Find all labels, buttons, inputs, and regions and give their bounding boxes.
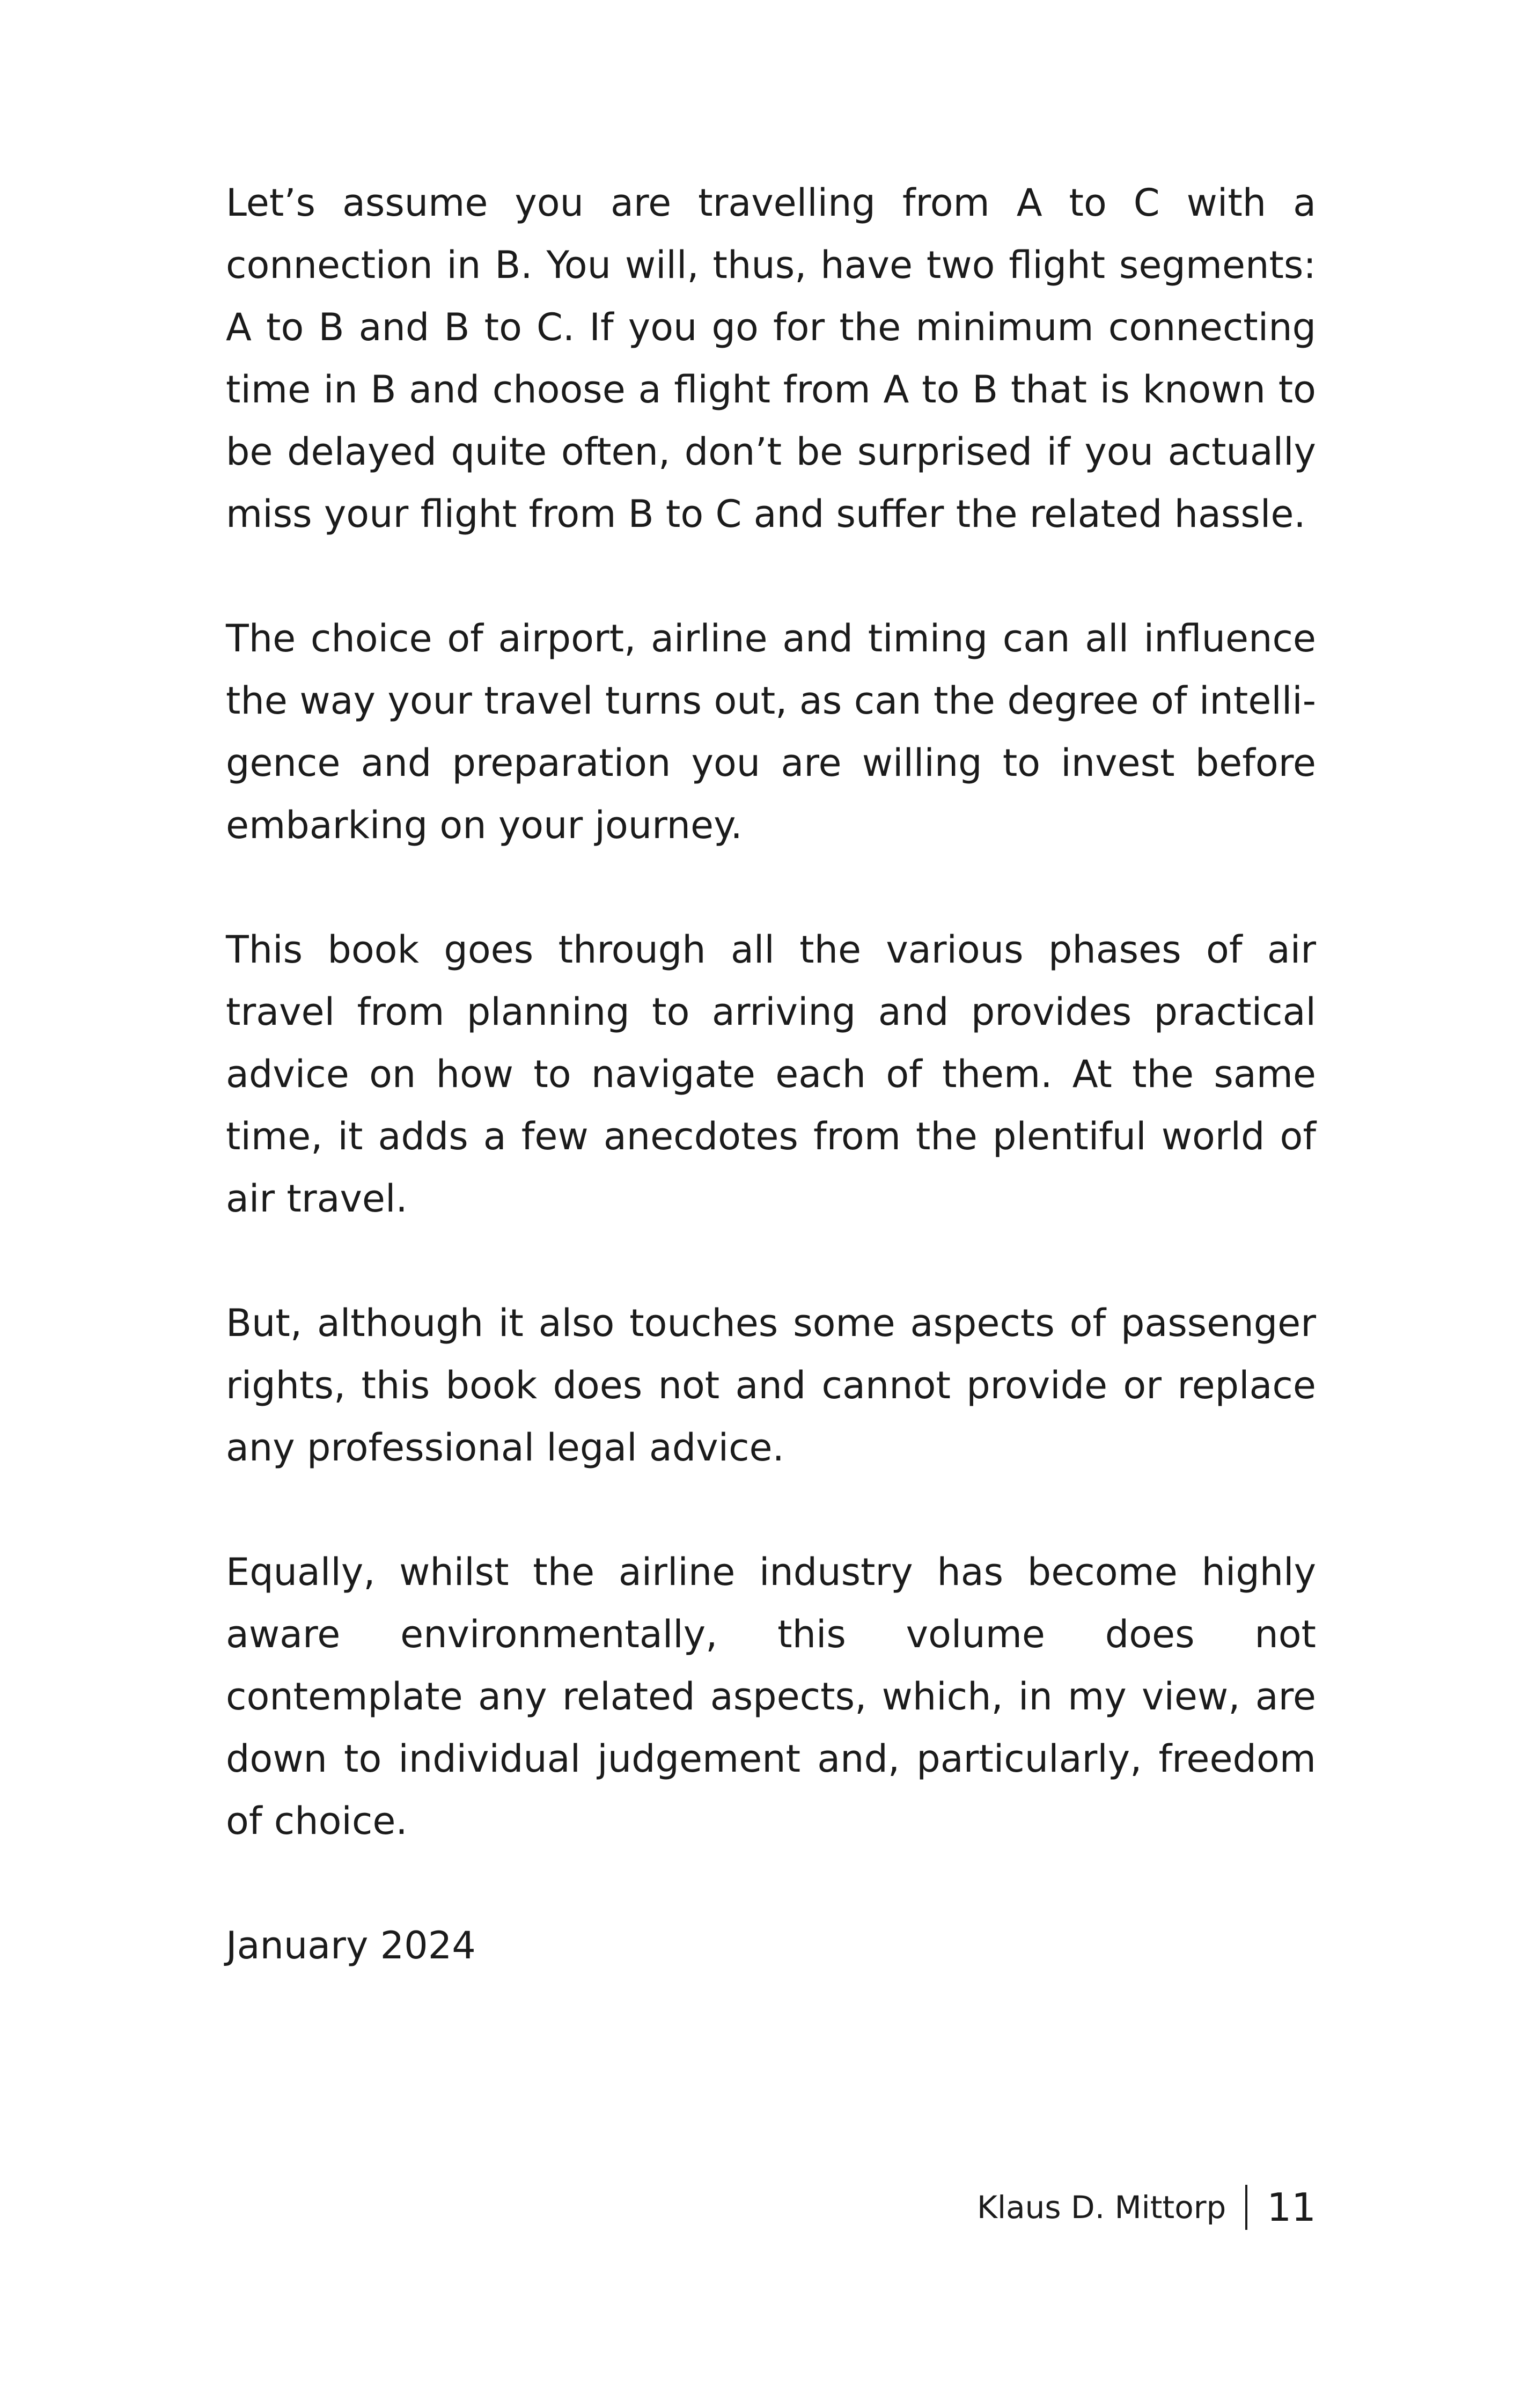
paragraph: This book goes through all the various phases of air travel from planning to arriving and provides practical advice on how to navigate each of them. At the same time, it adds a few anecdotes from the plentiful world of air travel.	[226, 928, 1316, 1221]
date-line: January 2024	[226, 1924, 476, 1967]
paragraph: The choice of airport, airline and timing can all influence the way your travel turns out, as can the degree of intelligence and preparation you are willing to invest before embarking on your journey.	[226, 616, 1316, 847]
footer-author: Klaus D. Mittorp	[976, 2189, 1226, 2226]
paragraph: Equally, whilst the airline industry has become highly aware environmentally, this volume does not contemplate any related aspects, which, in my view, are down to individual judgement and, particularly, freedom of choice.	[226, 1550, 1316, 1843]
footer-divider	[1245, 2185, 1247, 2230]
page-footer	[977, 2185, 1316, 2230]
body-text	[226, 172, 1316, 1977]
paragraph: But, although it also touches some aspects of passenger rights, this book does not and cannot provide or replace any professional legal advice.	[226, 1301, 1316, 1470]
paragraph: Let’s assume you are travelling from A to C with a connection in B. You will, thus, have two flight segments: A to B and B to C. If you go for the minimum connecting time in B and choose a flight from A to B that is known to be delayed quite often, don’t be surprised if you actually miss your flight from B to C and suffer the related hassle.	[226, 181, 1316, 536]
page-number: 11	[1267, 2185, 1316, 2230]
